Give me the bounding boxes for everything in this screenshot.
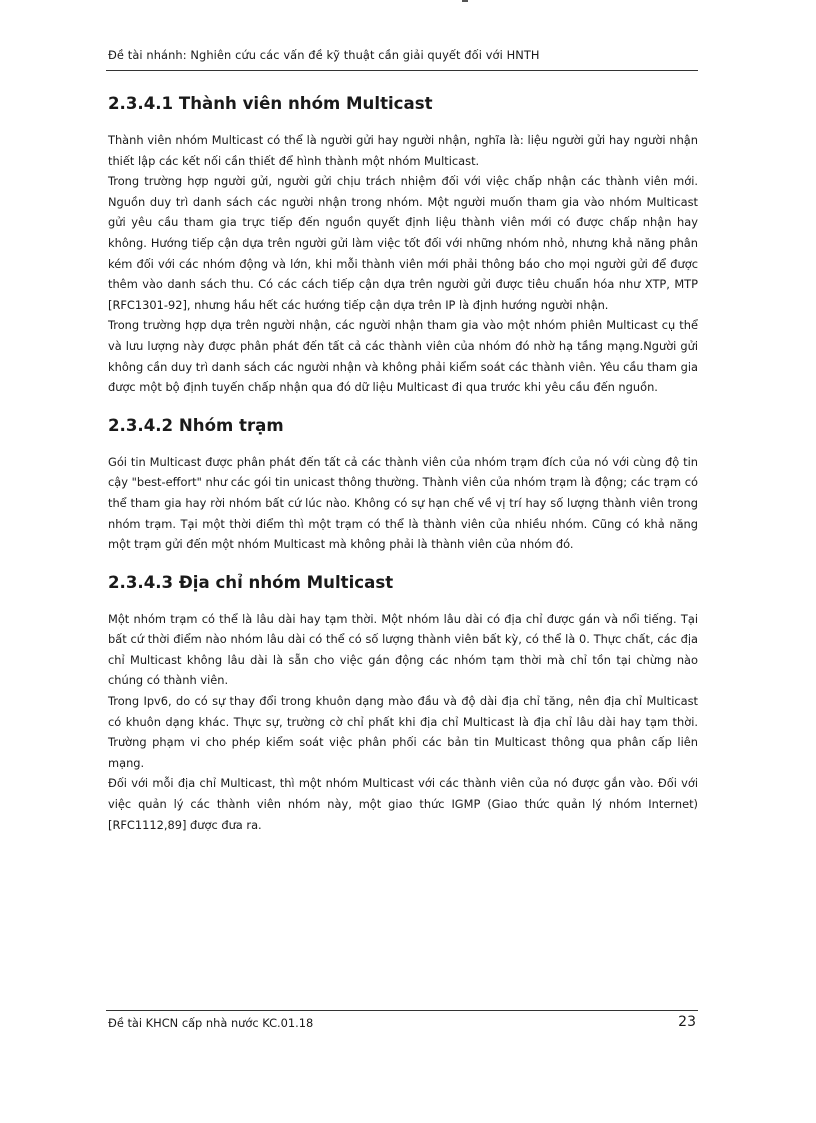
paragraph: Một nhóm trạm có thể là lâu dài hay tạm thời. Một nhóm lâu dài có địa chỉ được gán và nổi tiếng. Tại bất cứ thời điểm nào nhóm lâu dài có thể có số lượng thành viên bất kỳ, có thể là 0. Thực chất, các địa chỉ Multicast không lâu dài là sẵn cho việc gán động các nhóm tạm thời mà chỉ tồn tại chừng nào chúng có thành viên.	[108, 611, 698, 688]
running-footer: Đề tài KHCN cấp nhà nước KC.01.18	[108, 1016, 314, 1030]
paragraph: Trong Ipv6, do có sự thay đổi trong khuôn dạng mào đầu và độ dài địa chỉ tăng, nên địa chỉ Multicast có khuôn dạng khác. Thực sự, trường cờ chỉ phất khi địa chỉ Multicast là địa chỉ lâu dài hay tạm thời. Trường phạm vi cho phép kiểm soát việc phân phối các bản tin Multicast thông qua phân cấp liên mạng.	[108, 694, 698, 770]
paragraph: Thành viên nhóm Multicast có thể là người gửi hay người nhận, nghĩa là: liệu người gửi hay người nhận thiết lập các kết nối cần thiết để hình thành một nhóm Multicast.	[108, 133, 698, 168]
footer-divider	[106, 1010, 698, 1011]
section-heading-nhom-tram: 2.3.4.2 Nhóm trạm	[108, 415, 284, 435]
paragraph: Đối với mỗi địa chỉ Multicast, thì một nhóm Multicast với các thành viên của nó được gắn vào. Đối với việc quản lý các thành viên nhóm này, một giao thức IGMP (Giao thức quản lý nhóm Internet) [RFC1112,89] được đưa ra.	[108, 776, 698, 832]
paragraph: Gói tin Multicast được phân phát đến tất cả các thành viên của nhóm trạm đích của nó với cùng độ tin cậy "best-effort" như các gói tin unicast thông thường. Thành viên của nhóm trạm là động; các trạm có thể tham gia hay rời nhóm bất cứ lúc nào. Không có sự hạn chế về vị trí hay số lượng thành viên trong nhóm trạm. Tại một thời điểm thì một trạm có thể là thành viên của nhiều nhóm. Cũng có khả năng một trạm gửi đến một nhóm Multicast mà không phải là thành viên của nhóm đó.	[108, 454, 698, 552]
paragraph: Trong trường hợp dựa trên người nhận, các người nhận tham gia vào một nhóm phiên Multicast cụ thể và lưu lượng này được phân phát đến tất cả các thành viên của nhóm đó nhờ hạ tầng mạng.Người gửi không cần duy trì danh sách các người nhận và không phải kiểm soát các thành viên. Yêu cầu tham gia được một bộ định tuyến chấp nhận qua đó dữ liệu Multicast đi qua trước khi yêu cầu đến nguồn.	[108, 318, 699, 395]
page-number: 23	[678, 1014, 696, 1030]
header-divider	[106, 70, 698, 71]
top-mark	[462, 0, 468, 2]
section-heading-thanh-vien: 2.3.4.1 Thành viên nhóm Multicast	[108, 94, 433, 113]
running-header: Đề tài nhánh: Nghiên cứu các vấn đề kỹ thuật cần giải quyết đối với HNTH	[108, 48, 540, 62]
page-body	[108, 92, 698, 835]
section-heading-dia-chi: 2.3.4.3 Địa chỉ nhóm Multicast	[108, 572, 394, 592]
paragraph: Trong trường hợp người gửi, người gửi chịu trách nhiệm đối với việc chấp nhận các thành viên mới. Nguồn duy trì danh sách các người nhận trong nhóm. Một người muốn tham gia vào nhóm Multicast gửi yêu cầu tham gia trực tiếp đến nguồn quyết định liệu thành viên mới có được chấp nhận hay không. Hướng tiếp cận dựa trên người gửi làm việc tốt đối với những nhóm nhỏ, nhưng khả năng phân kém đối với các nhóm động và lớn, khi mỗi thành viên mới phải thông báo cho mọi người gửi để được thêm vào danh sách thu. Có các cách tiếp cận dựa trên người gửi được tiêu chuẩn hóa như XTP, MTP [RFC1301-92], nhưng hầu hết các hướng tiếp cận dựa trên IP là định hướng người nhận.	[108, 174, 698, 312]
